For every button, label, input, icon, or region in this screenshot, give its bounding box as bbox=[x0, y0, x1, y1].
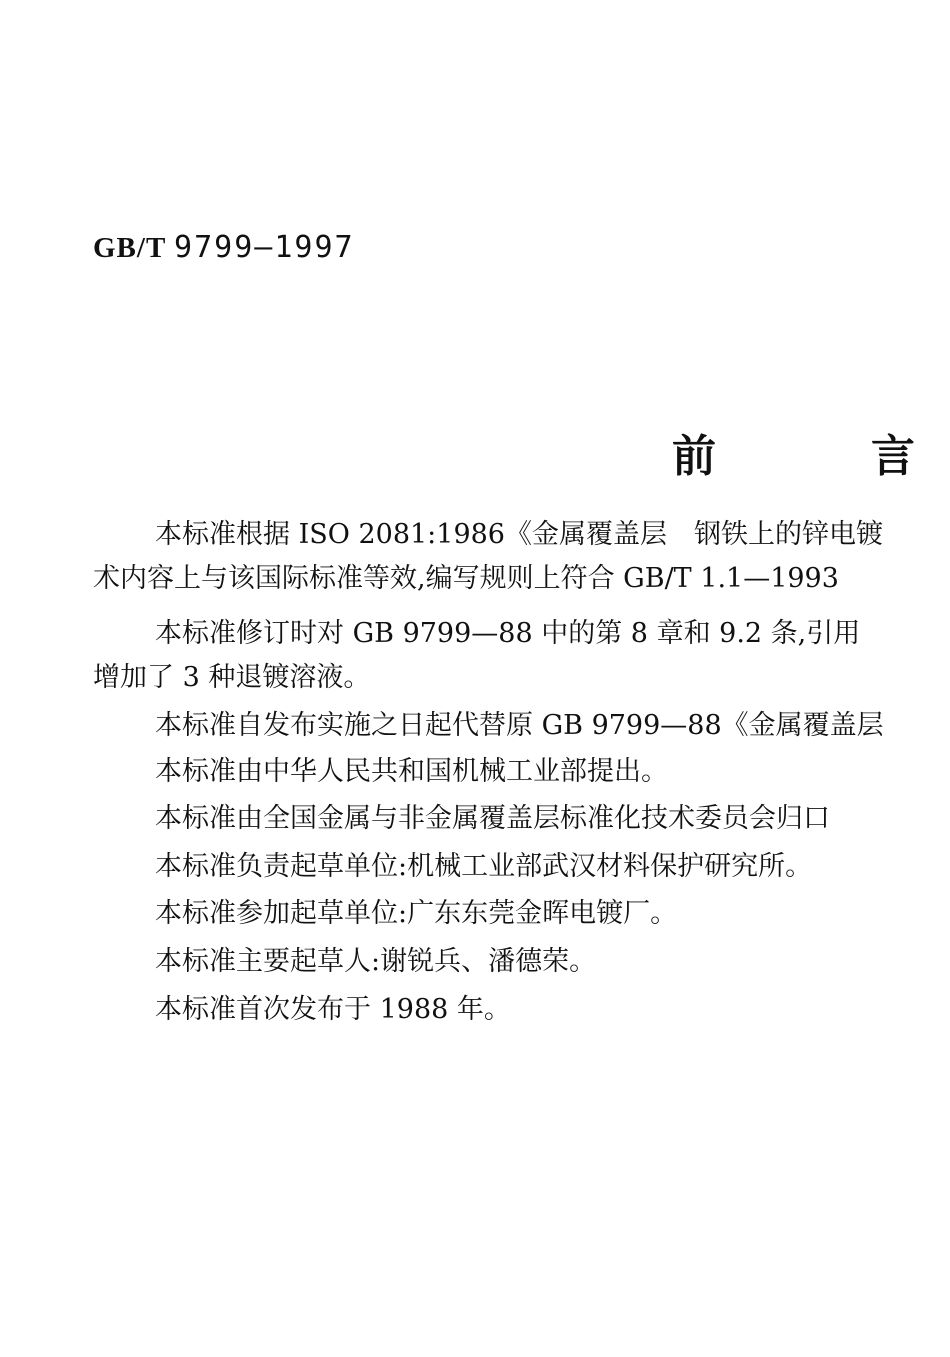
standard-code: 9799—1997 bbox=[174, 230, 355, 265]
paragraph-2-line-2: 增加了 3 种退镀溶液。 bbox=[93, 662, 371, 693]
paragraph-8: 本标准主要起草人:谢锐兵、潘德荣。 bbox=[155, 946, 597, 977]
heading-char-1: 前 bbox=[672, 431, 716, 482]
standard-prefix: GB/T bbox=[93, 232, 166, 264]
foreword-heading bbox=[672, 420, 915, 484]
paragraph-1-line-1: 本标准根据 ISO 2081:1986《金属覆盖层 钢铁上的锌电镀 bbox=[155, 519, 883, 550]
paragraph-1-line-2: 术内容上与该国际标准等效,编写规则上符合 GB/T 1.1—1993 bbox=[93, 563, 839, 594]
standard-number bbox=[93, 230, 355, 265]
paragraph-7: 本标准参加起草单位:广东东莞金晖电镀厂。 bbox=[155, 898, 678, 929]
paragraph-5: 本标准由全国金属与非金属覆盖层标准化技术委员会归口 bbox=[155, 803, 830, 834]
paragraph-9: 本标准首次发布于 1988 年。 bbox=[155, 994, 511, 1025]
paragraph-4: 本标准由中华人民共和国机械工业部提出。 bbox=[155, 756, 668, 787]
heading-char-2: 言 bbox=[871, 431, 915, 482]
paragraph-2-line-1: 本标准修订时对 GB 9799—88 中的第 8 章和 9.2 条,引用 bbox=[155, 618, 861, 649]
paragraph-6: 本标准负责起草单位:机械工业部武汉材料保护研究所。 bbox=[155, 851, 813, 882]
paragraph-3: 本标准自发布实施之日起代替原 GB 9799—88《金属覆盖层 bbox=[155, 710, 884, 741]
